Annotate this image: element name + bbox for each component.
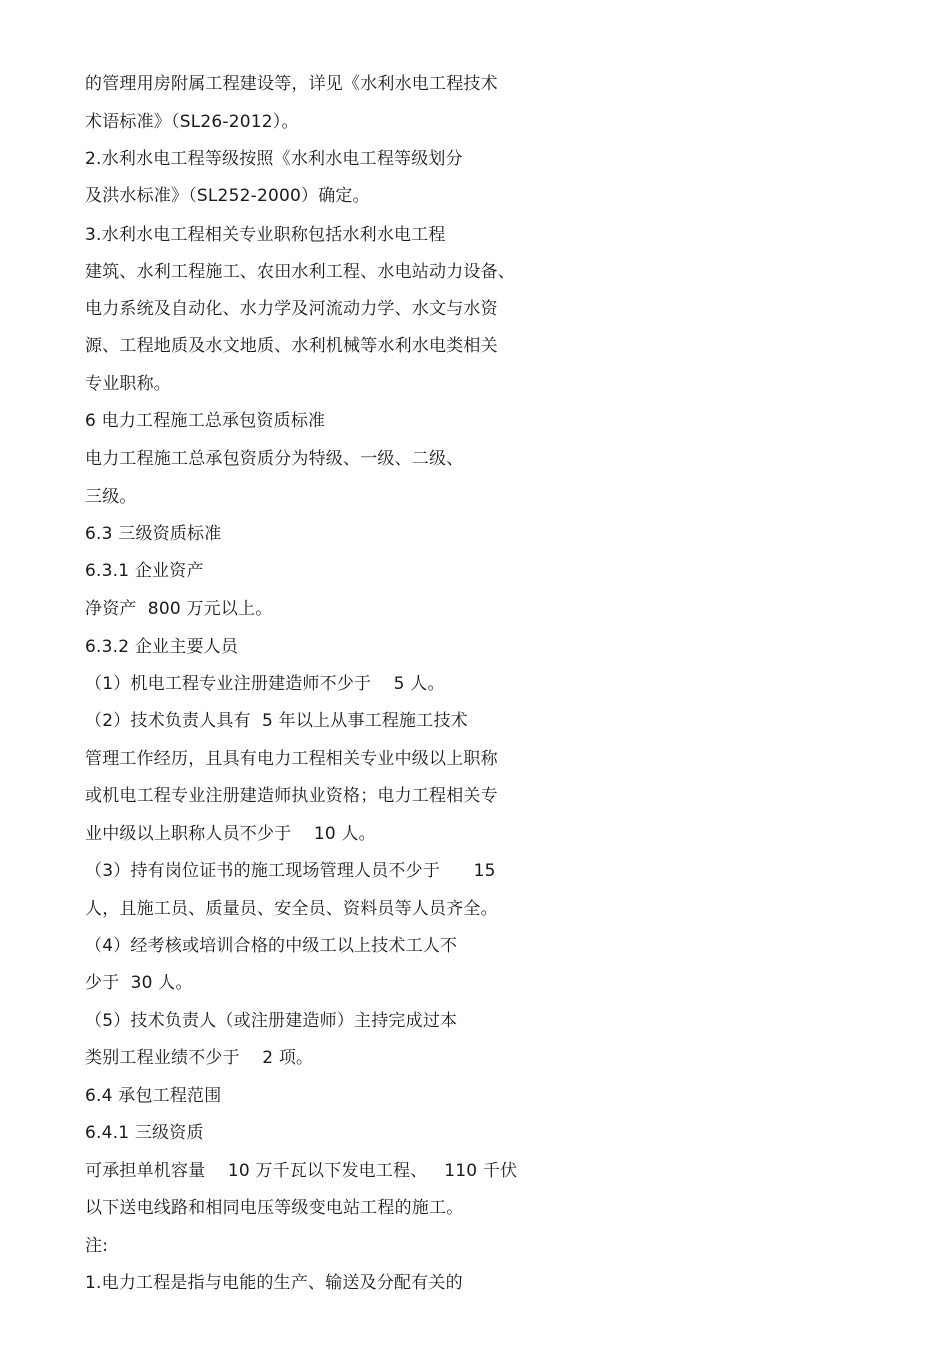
- text-line: 3.水利水电工程相关专业职称包括水利水电工程: [85, 225, 446, 245]
- text-line: 建筑、水利工程施工、农田水利工程、水电站动力设备、: [85, 262, 515, 282]
- text-line: 的管理用房附属工程建设等，详见《水利水电工程技术: [85, 74, 498, 94]
- text-line: 专业职称。: [85, 374, 171, 394]
- text-line: （3）持有岗位证书的施工现场管理人员不少于 15: [85, 861, 496, 881]
- section-heading: 6.3.1 企业资产: [85, 561, 204, 581]
- text-line: 或机电工程专业注册建造师执业资格；电力工程相关专: [85, 786, 498, 806]
- text-line: 以下送电线路和相同电压等级变电站工程的施工。: [85, 1198, 464, 1218]
- text-line: （1）机电工程专业注册建造师不少于 5 人。: [85, 674, 445, 694]
- text-line: 2.水利水电工程等级按照《水利水电工程等级划分: [85, 149, 463, 169]
- section-heading: 6.3 三级资质标准: [85, 524, 222, 544]
- text-line: 可承担单机容量 10 万千瓦以下发电工程、 110 千伏: [85, 1161, 518, 1181]
- text-line: 人，且施工员、质量员、安全员、资料员等人员齐全。: [85, 899, 498, 919]
- text-line: 1.电力工程是指与电能的生产、输送及分配有关的: [85, 1273, 463, 1293]
- note-label: 注:: [85, 1236, 109, 1256]
- text-line: （4）经考核或培训合格的中级工以上技术工人不: [85, 936, 458, 956]
- section-heading: 6.3.2 企业主要人员: [85, 637, 239, 657]
- text-line: （5）技术负责人（或注册建造师）主持完成过本: [85, 1011, 458, 1031]
- text-line: 电力工程施工总承包资质分为特级、一级、二级、: [85, 449, 464, 469]
- section-heading: 6 电力工程施工总承包资质标准: [85, 411, 326, 431]
- text-line: 少于 30 人。: [85, 973, 193, 993]
- text-line: 三级。: [85, 487, 137, 507]
- text-line: 净资产 800 万元以上。: [85, 599, 273, 619]
- text-line: 业中级以上职称人员不少于 10 人。: [85, 824, 376, 844]
- text-line: （2）技术负责人具有 5 年以上从事工程施工技术: [85, 711, 468, 731]
- section-heading: 6.4 承包工程范围: [85, 1086, 222, 1106]
- text-line: 源、工程地质及水文地质、水利机械等水利水电类相关: [85, 336, 498, 356]
- text-line: 类别工程业绩不少于 2 项。: [85, 1048, 314, 1068]
- text-line: 及洪水标准》（SL252-2000）确定。: [85, 186, 370, 206]
- text-line: 术语标准》（SL26-2012）。: [85, 112, 299, 132]
- text-line: 管理工作经历，且具有电力工程相关专业中级以上职称: [85, 749, 498, 769]
- section-heading: 6.4.1 三级资质: [85, 1123, 204, 1143]
- text-line: 电力系统及自动化、水力学及河流动力学、水文与水资: [85, 299, 498, 319]
